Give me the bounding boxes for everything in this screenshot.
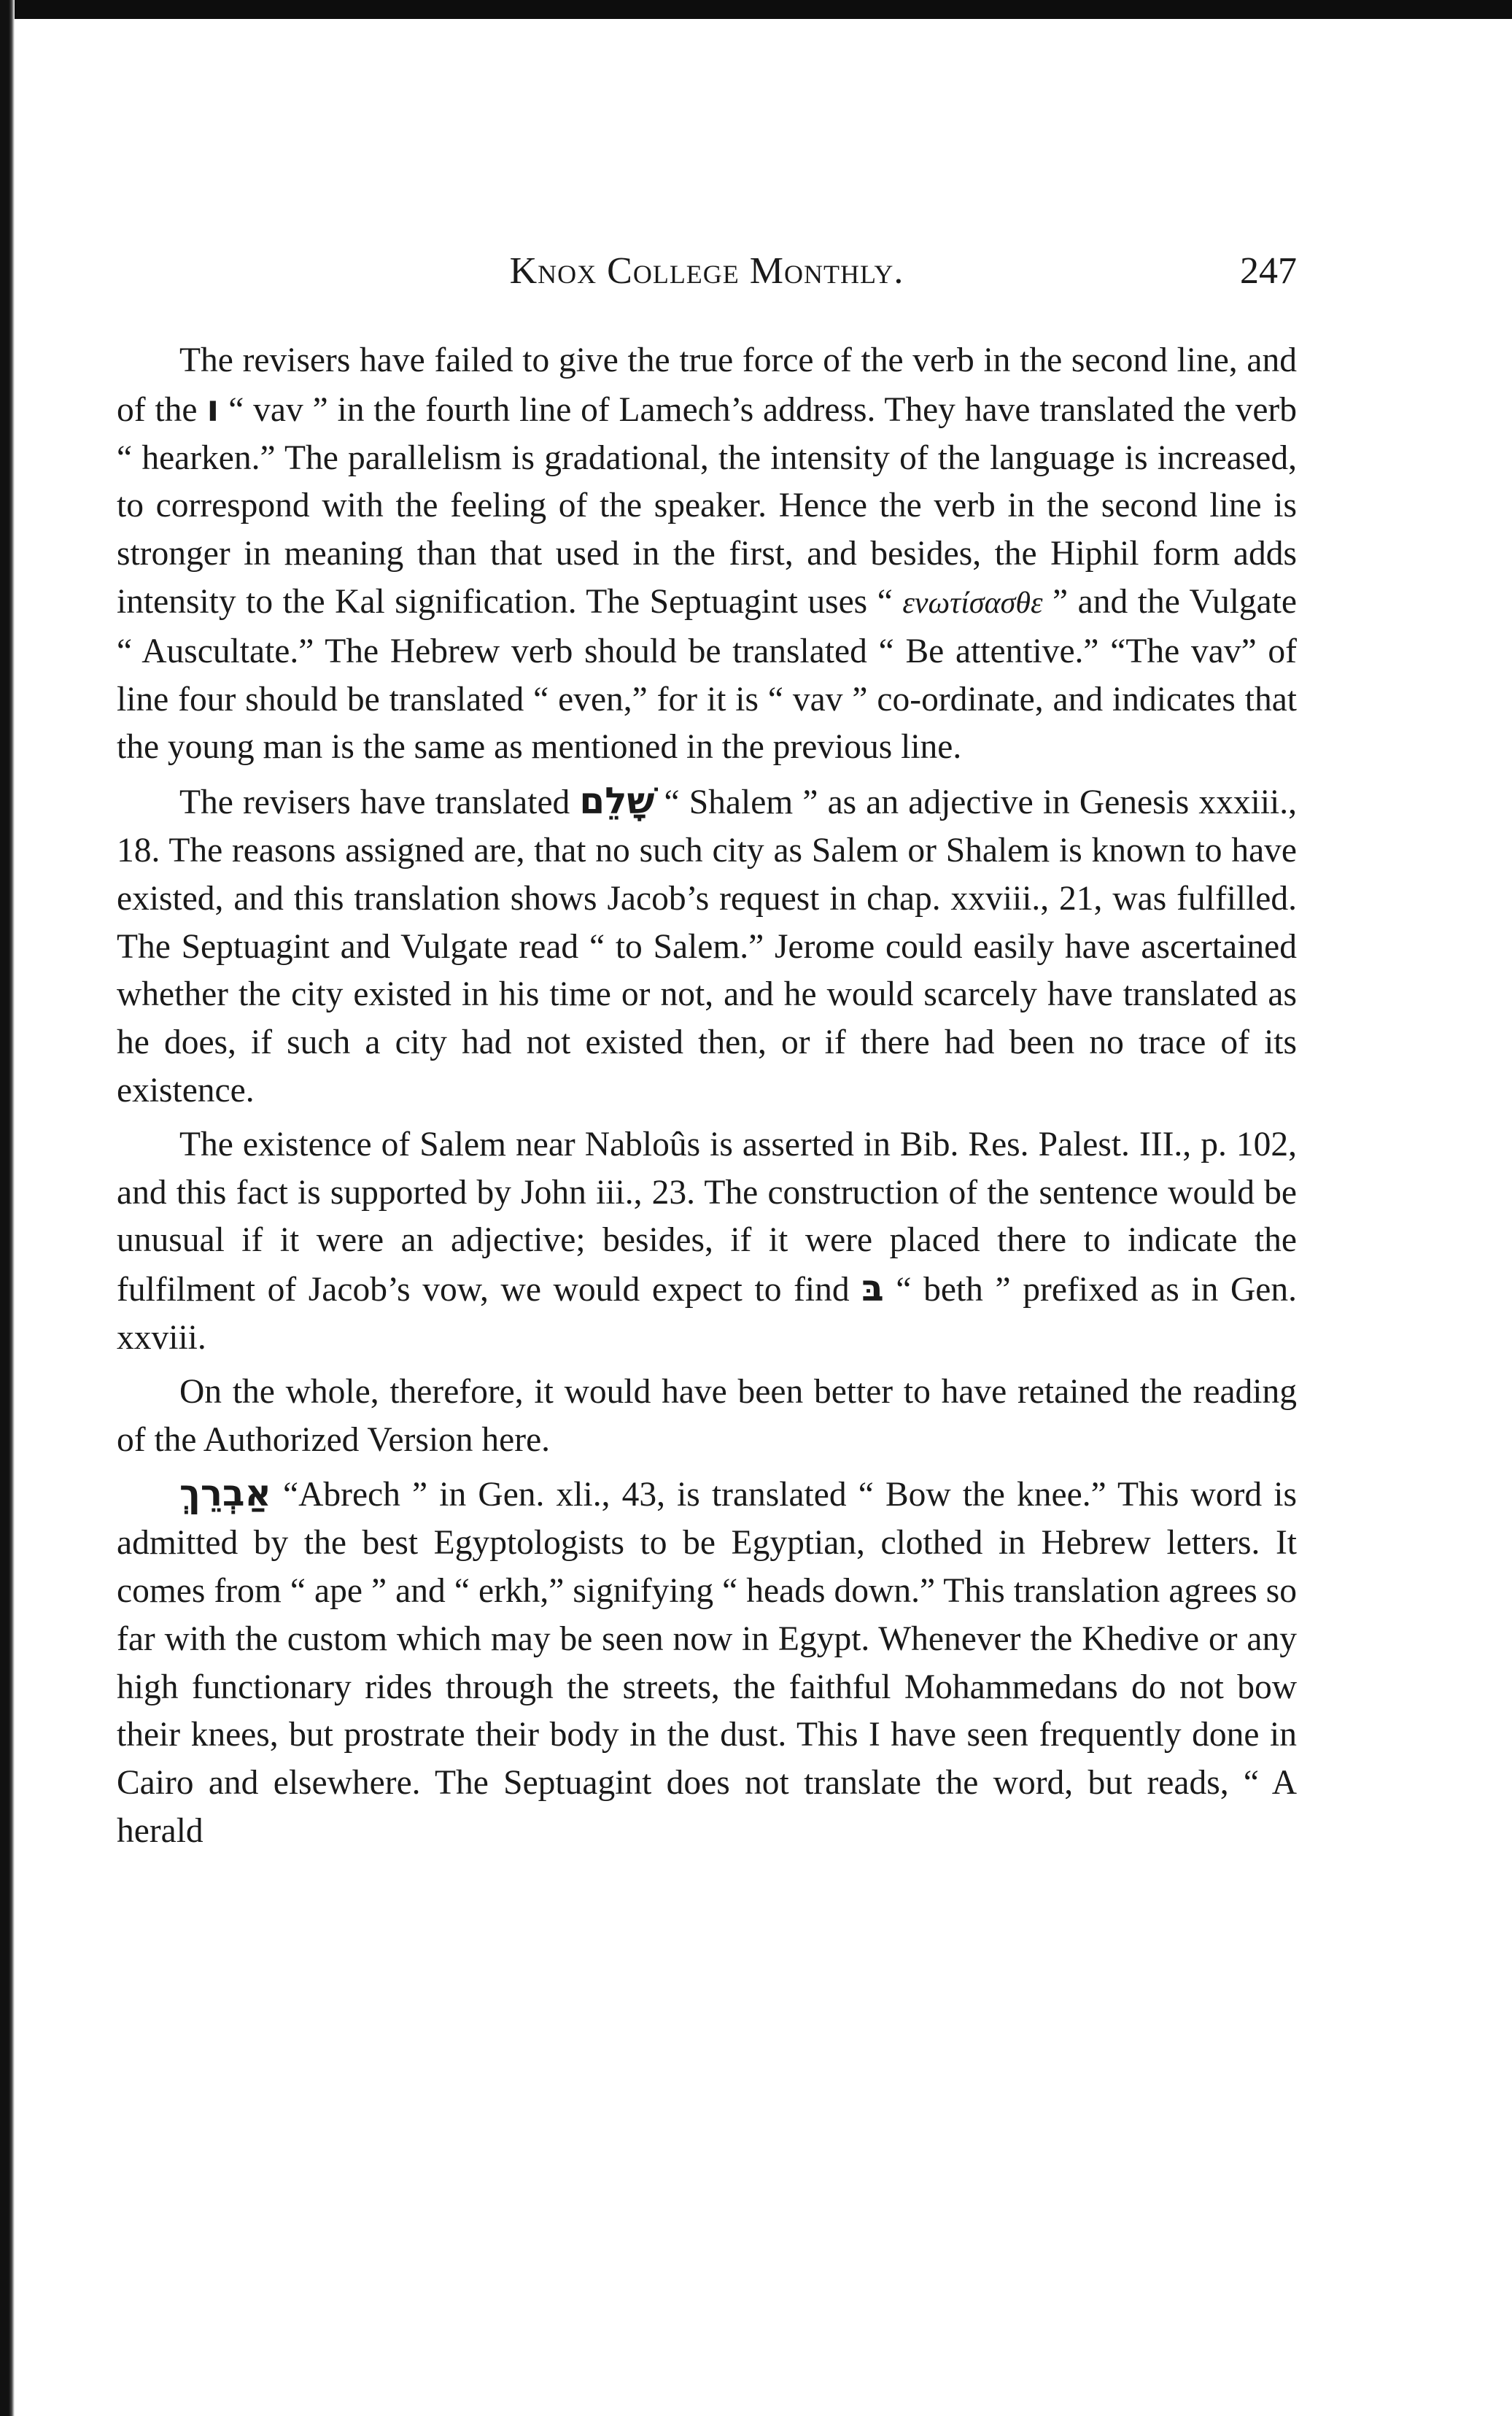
paragraph bbox=[117, 1470, 1297, 1855]
text-run: The revisers have translated bbox=[179, 783, 580, 822]
greek-word: ενωτίσασθε bbox=[902, 586, 1043, 620]
page-number: 247 bbox=[1240, 250, 1297, 292]
scan-border-left bbox=[0, 0, 15, 2416]
paragraph bbox=[117, 778, 1297, 1115]
hebrew-word: שָׁלֵם bbox=[579, 780, 655, 823]
text-run: “Abrech ” in Gen. xli., 43, is translated “ Bow the knee.” This word is admitted by the best Egyptologists to be Egyptian, clothed in Hebrew letters. It comes from “ ape ” and “ erkh,” signifying “ heads down.” This translation agrees so far with the custom which may be seen now in Egypt. Whenever the Khedive or any high functionary rides through the streets, the faithful Mohammedans do not bow their knees, but prostrate their body in the dust. This I have seen frequently done in Cairo and elsewhere. The Septuagint does not translate the word, but reads, “ A herald bbox=[117, 1476, 1297, 1850]
text-run: “ vav ” in the fourth line of Lamech’s address. They have translated the verb “ hearken.” The parallelism is gradational, the intensity of the language is increased, to correspond with the feeling of the speaker. Hence the verb in the second line is stronger in meaning than that used in the first, and besides, the Hiphil form adds intensity to the Kal signification. The Septuagint uses “ bbox=[117, 390, 1297, 621]
text-run: The revisers have failed to give the true force of the verb in the second line, and of the bbox=[117, 341, 1297, 429]
hebrew-word: ו bbox=[206, 387, 220, 430]
text-run: “ Shalem ” as an adjective in Genesis xxxiii., 18. The reasons assigned are, that no such city as Salem or Shalem is known to have existed, and this translation shows Jacob’s request in chap. xxviii., 21, was fulfilled. The Septuagint and Vulgate read “ to Salem.” Jerome could easily have ascertained whether the city existed in his time or not, and he would scarcely have translated as he does, if such a city had not existed then, or if there had been no trace of its existence. bbox=[117, 783, 1298, 1110]
hebrew-word: בּ bbox=[861, 1267, 884, 1310]
running-title: Knox College Monthly. bbox=[509, 250, 904, 292]
hebrew-word: אַבְרֵךְ bbox=[179, 1472, 271, 1515]
body-text bbox=[117, 337, 1297, 1862]
text-run: “ beth ” prefixed as in Gen. xxviii. bbox=[117, 1271, 1297, 1357]
scan-border-top bbox=[0, 0, 1512, 19]
paragraph bbox=[117, 1121, 1297, 1363]
text-run: ” and the Vulgate “ Auscultate.” The Hebrew verb should be translated “ Be attentive.” “The vav” of line four should be translated “ even,” for it is “ vav ” co-ordinate, and indicates that the young man is the same as mentioned in the previous line. bbox=[117, 582, 1297, 767]
paragraph bbox=[117, 337, 1297, 772]
text-run: On the whole, therefore, it would have been better to have retained the reading of the Authorized Version here. bbox=[117, 1372, 1297, 1459]
page-header bbox=[117, 249, 1297, 308]
text-run: The existence of Salem near Nabloûs is asserted in Bib. Res. Palest. III., p. 102, and this fact is supported by John iii., 23. The construction of the sentence would be unusual if it were an adjective; besides, if it were placed there to indicate the fulfilment of Jacob’s vow, we would expect to find bbox=[117, 1125, 1297, 1309]
paragraph bbox=[117, 1368, 1297, 1465]
